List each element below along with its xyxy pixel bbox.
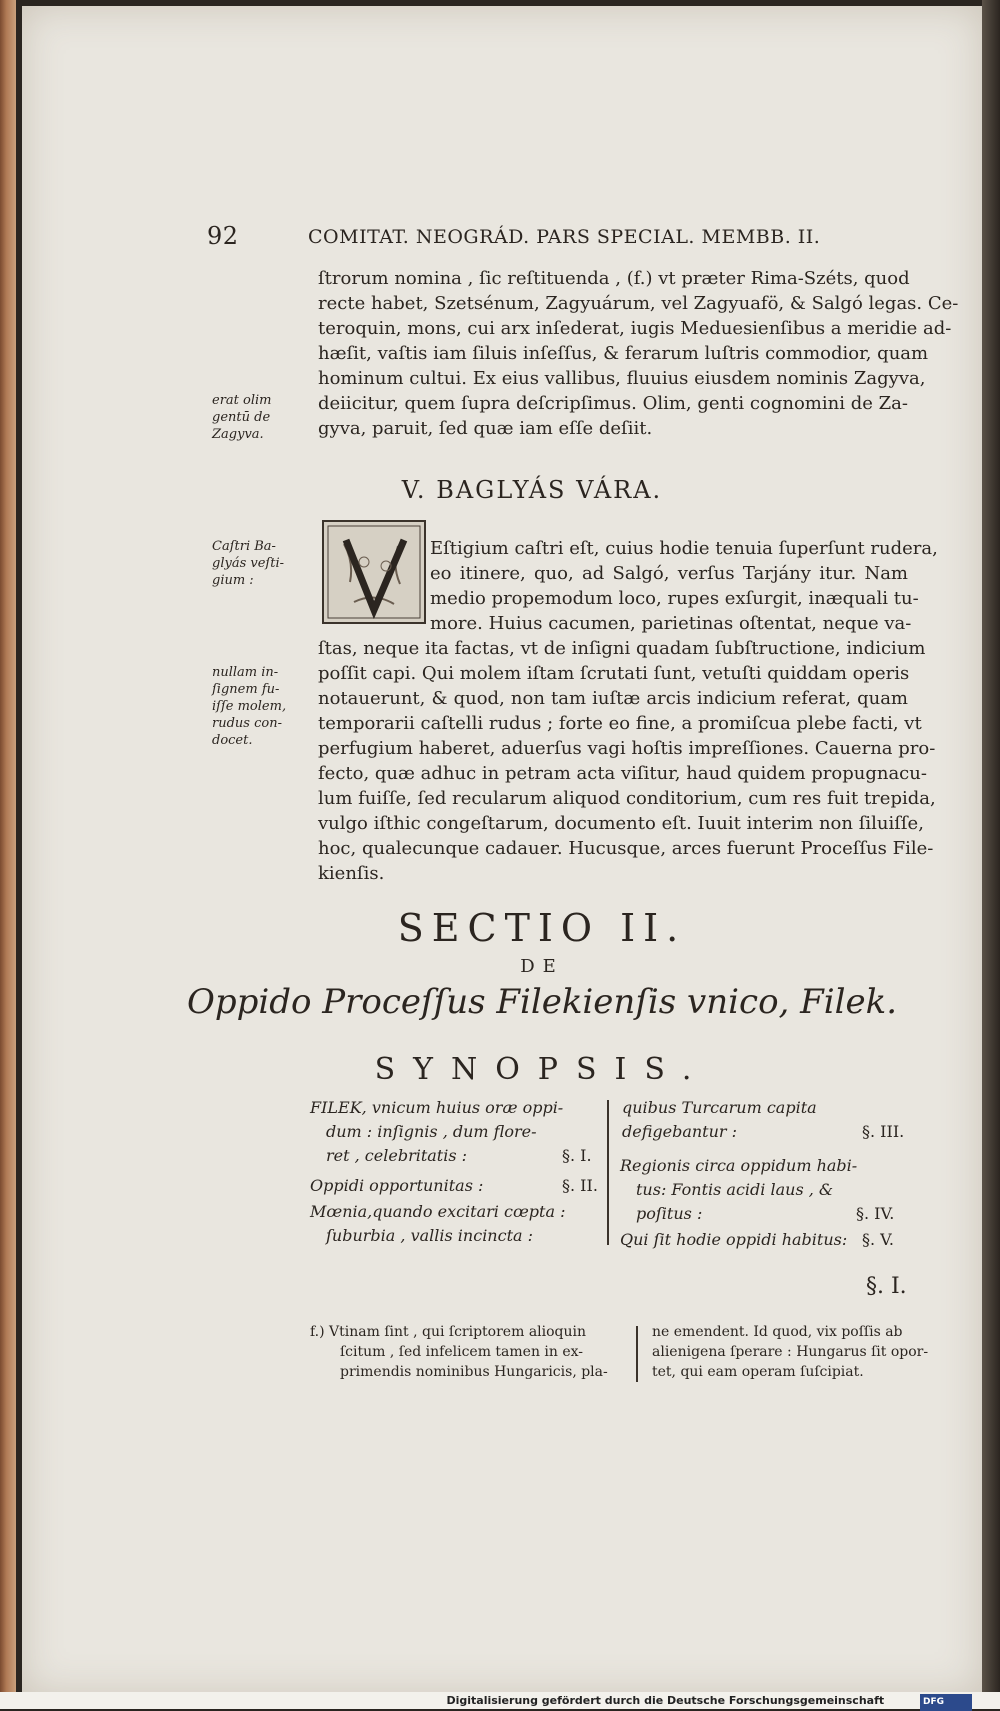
margin-line: gentū de [212, 410, 271, 425]
section-ref: §. V. [862, 1230, 895, 1249]
synopsis-line: Qui ſit hodie oppidi habitus: [620, 1230, 848, 1249]
text-line: poſſit capi. Qui molem iſtam ſcrutati ſunt, vetuſti quiddam operis [318, 663, 910, 684]
margin-note-1 [212, 392, 302, 443]
synopsis-line: Oppidi opportunitas : [310, 1176, 484, 1195]
de-label: DE [520, 956, 564, 977]
text-line: eo itinere, quo, ad Salgó, verſus Tarjány itur. Nam [430, 563, 908, 584]
text-line: vulgo iſthic congeſtarum, documento eſt. Iuuit interim non ſiluiſſe, [318, 813, 924, 834]
book-edge-left [0, 0, 16, 1709]
text-line: temporarii caſtelli rudus ; forte eo fine, a promiſcua plebe facti, vt [318, 713, 922, 734]
running-title: COMITAT. NEOGRÁD. PARS SPECIAL. MEMBB. II. [308, 226, 821, 248]
text-line: gyva, paruit, ſed quæ iam eſſe deſiit. [318, 418, 653, 439]
margin-line: Caſtri Ba- [212, 539, 276, 554]
text-line: notauerunt, & quod, non tam iuſtæ arcis indicium referat, quam [318, 688, 908, 709]
text-line: lum fuiſſe, ſed recularum aliquod conditorium, cum res fuit trepida, [318, 788, 936, 809]
synopsis-line: tus: Fontis acidi laus , & [636, 1180, 834, 1199]
section-heading: V. BAGLYÁS VÁRA. [401, 476, 663, 504]
digitization-footer [0, 1692, 1000, 1709]
text-line: kienſis. [318, 863, 385, 884]
margin-line: iſſe molem, [212, 699, 287, 714]
margin-line: Zagyva. [212, 427, 264, 442]
synopsis-line: dum : inſignis , dum flore- [326, 1122, 537, 1141]
decorated-initial [322, 520, 426, 624]
section-ref: §. III. [862, 1122, 905, 1141]
margin-line: glyás veſti- [212, 556, 285, 571]
margin-line: docet. [212, 733, 253, 748]
text-line: ſtrorum nomina , ſic reſtituenda , (f.) vt præter Rima-Széts, quod [318, 268, 910, 289]
text-line: perfugium haberet, aduerſus vagi hoſtis impreſſiones. Cauerna pro- [318, 738, 936, 759]
dfg-logo: DFG [920, 1694, 972, 1711]
footnote-line: ne emendent. Id quod, vix poſſis ab [652, 1324, 903, 1340]
text-line: more. Huius cacumen, parietinas oſtentat, neque va- [430, 613, 912, 634]
footnote-divider [636, 1326, 638, 1382]
column-divider [607, 1100, 609, 1245]
footnote-line: f.) Vtinam ſint , qui ſcriptorem alioquin [310, 1324, 587, 1340]
margin-line: erat olim [212, 393, 272, 408]
book-edge-right [982, 0, 1000, 1709]
text-line: teroquin, mons, cui arx inſederat, iugis Meduesienſibus a meridie ad- [318, 318, 952, 339]
sectio-title: SECTIO II. [397, 906, 687, 950]
section-ref: §. IV. [856, 1204, 895, 1223]
text-line: deiicitur, quem ſupra deſcripſimus. Olim, genti cognomini de Za- [318, 393, 908, 414]
synopsis-heading: SYNOPSIS. [374, 1052, 710, 1087]
text-line: hæſit, vaſtis iam ſiluis inſeſſus, & ferarum luſtris commodior, quam [318, 343, 929, 364]
margin-note-3 [212, 664, 302, 749]
margin-line: ſignem fu- [212, 682, 280, 697]
page-number: 92 [207, 222, 239, 250]
initial-v-ornament [324, 522, 424, 622]
book-page [22, 6, 982, 1696]
section-mark: §. I. [866, 1274, 907, 1299]
synopsis-line: FILEK, vnicum huius oræ oppi- [310, 1098, 564, 1117]
footnote-line: tet, qui eam operam ſuſcipiat. [652, 1364, 864, 1380]
margin-note-2 [212, 538, 302, 589]
text-line: ſtas, neque ita factas, vt de inſigni quadam ſubſtructione, indicium [318, 638, 926, 659]
footnote-line: alienigena ſperare : Hungarus ſit opor- [652, 1344, 929, 1360]
sectio-subtitle: Oppido Proceſſus Filekienſis vnico, Filek. [186, 982, 898, 1022]
footnote-line: primendis nominibus Hungaricis, pla- [340, 1364, 608, 1380]
footer-text: Digitalisierung gefördert durch die Deutsche Forschungsgemeinschaft [446, 1694, 885, 1707]
footnote-line: ſcitum , ſed infelicem tamen in ex- [340, 1344, 584, 1360]
synopsis-line: poſitus : [636, 1204, 703, 1223]
synopsis-line: Mœnia,quando excitari cœpta : [310, 1202, 566, 1221]
section-ref: §. II. [562, 1176, 598, 1195]
margin-line: nullam in- [212, 665, 279, 680]
text-line: Eſtigium caſtri eſt, cuius hodie tenuia ſuperſunt rudera, [430, 538, 938, 559]
text-line: fecto, quæ adhuc in petram acta viſitur, haud quidem propugnacu- [318, 763, 927, 784]
text-line: medio propemodum loco, rupes exſurgit, inæquali tu- [430, 588, 919, 609]
synopsis-line: Regionis circa oppidum habi- [620, 1156, 858, 1175]
text-line: recte habet, Szetsénum, Zagyuárum, vel Zagyuafö, & Salgó legas. Ce- [318, 293, 959, 314]
text-line: hoc, qualecunque cadauer. Hucusque, arces fuerunt Proceſſus File- [318, 838, 934, 859]
synopsis-line: defigebantur : [622, 1122, 738, 1141]
margin-line: rudus con- [212, 716, 282, 731]
section-ref: §. I. [562, 1146, 592, 1165]
text-line: hominum cultui. Ex eius vallibus, fluuius eiusdem nominis Zagyva, [318, 368, 926, 389]
synopsis-line: quibus Turcarum capita [622, 1098, 817, 1117]
margin-line: gium : [212, 573, 254, 588]
synopsis-line: ret , celebritatis : [326, 1146, 468, 1165]
synopsis-line: ſuburbia , vallis incincta : [326, 1226, 534, 1245]
